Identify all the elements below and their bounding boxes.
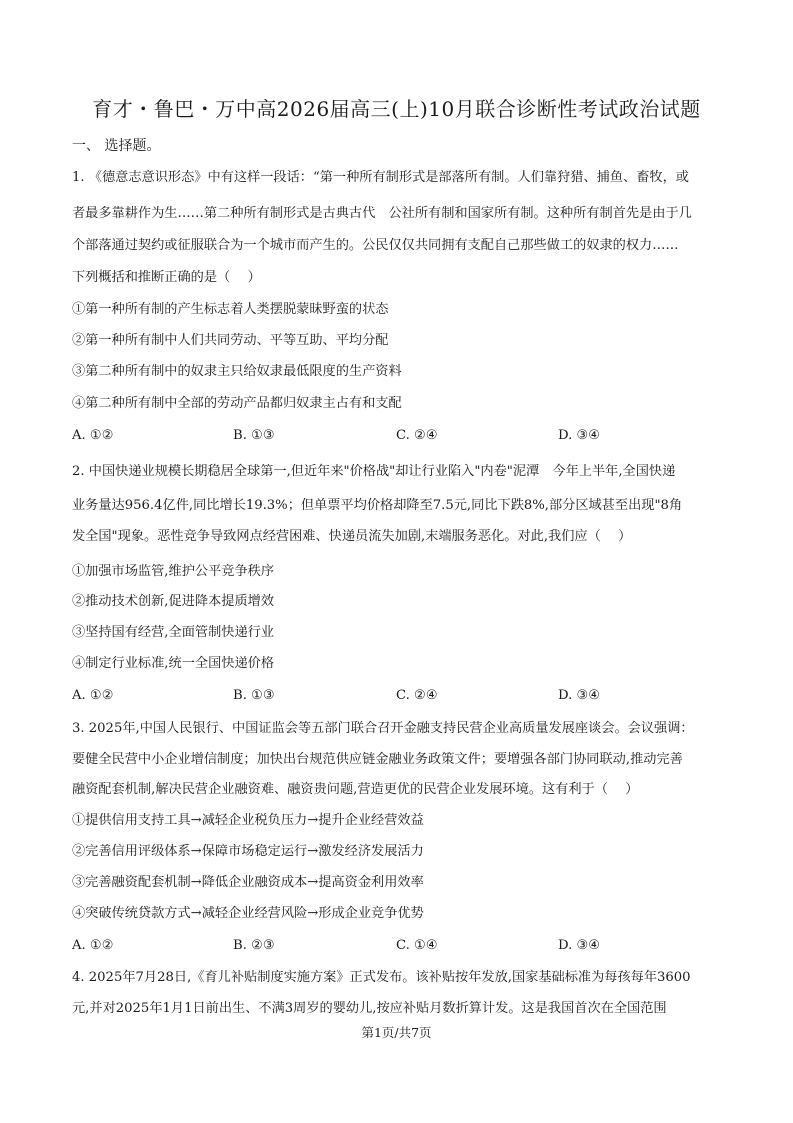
page-footer: 第1页/共7页 bbox=[361, 1025, 432, 1040]
q2-statement-4: ④制定行业标准,统一全国快递价格 bbox=[72, 656, 275, 671]
q1-statement-3: ③第二种所有制中的奴隶主只给奴隶最低限度的生产资料 bbox=[72, 364, 402, 379]
q3-stem-line-2: 要健全民营中小企业增信制度；加快出台规范供应链金融业务政策文件；要增强各部门协同联动,推动完善 bbox=[72, 752, 683, 767]
q1-stem-line-2: 者最多靠耕作为生……第二种所有制形式是古典古代 公社所有制和国家所有制。这种所有制首先是由于几 bbox=[72, 206, 692, 221]
q3-stem-line-3: 融资配套机制,解决民营企业融资难、融资贵问题,营造更优的民营企业发展环境。这有利于（ ） bbox=[72, 782, 639, 797]
q1-statement-2: ②第一种所有制中人们共同劳动、平等互助、平均分配 bbox=[72, 333, 389, 348]
section-heading: 一、 选择题。 bbox=[72, 138, 161, 154]
q1-option-c: C. ②④ bbox=[396, 428, 438, 443]
q3-stem-line-1: 3. 2025年,中国人民银行、中国证监会等五部门联合召开金融支持民营企业高质量发展座谈会。会议强调： bbox=[72, 721, 694, 736]
q3-option-c: C. ①④ bbox=[396, 938, 438, 953]
q3-statement-4: ④突破传统贷款方式→减轻企业经营风险→形成企业竞争优势 bbox=[72, 906, 424, 921]
q3-option-b: B. ②③ bbox=[233, 938, 275, 953]
q2-stem-line-3: 发全国"现象。恶性竞争导致网点经营困难、快递员流失加剧,末端服务恶化。对此,我们应（ ） bbox=[72, 529, 632, 544]
q3-option-d: D. ③④ bbox=[558, 938, 601, 953]
q1-statement-4: ④第二种所有制中全部的劳动产品都归奴隶主占有和支配 bbox=[72, 396, 402, 411]
q1-stem-line-1: 1. 《德意志意识形态》中有这样一段话：“第一种所有制形式是部落所有制。人们靠狩猎、捕鱼、畜牧，或 bbox=[72, 170, 689, 185]
q3-statement-3: ③完善融资配套机制→降低企业融资成本→提高资金利用效率 bbox=[72, 875, 424, 890]
q4-stem-line-2: 元,并对2025年1月1日前出生、不满3周岁的婴幼儿,按应补贴月数折算计发。这是我国首次在全国范围 bbox=[72, 1001, 667, 1016]
q2-statement-1: ①加强市场监管,维护公平竞争秩序 bbox=[72, 564, 275, 579]
q2-statement-2: ②推动技术创新,促进降本提质增效 bbox=[72, 594, 275, 609]
q3-statement-1: ①提供信用支持工具→减轻企业税负压力→提升企业经营效益 bbox=[72, 813, 424, 828]
q3-option-a: A. ①② bbox=[72, 938, 114, 953]
q3-statement-2: ②完善信用评级体系→保障市场稳定运行→激发经济发展活力 bbox=[72, 844, 424, 859]
q2-statement-3: ③坚持国有经营,全面管制快递行业 bbox=[72, 625, 275, 640]
q1-statement-1: ①第一种所有制的产生标志着人类摆脱蒙昧野蛮的状态 bbox=[72, 302, 389, 317]
q2-option-d: D. ③④ bbox=[558, 688, 601, 703]
q1-option-d: D. ③④ bbox=[558, 428, 601, 443]
q2-option-b: B. ①③ bbox=[233, 688, 275, 703]
q1-option-b: B. ①③ bbox=[233, 428, 275, 443]
q4-stem-line-1: 4. 2025年7月28日,《育儿补贴制度实施方案》正式发布。该补贴按年发放,国家基础标准为每孩每年3600 bbox=[72, 970, 691, 985]
q2-stem-line-1: 2. 中国快递业规模长期稳居全球第一,但近年来"价格战"却让行业陷入"内卷"泥潭 今年上半年,全国快递 bbox=[72, 464, 676, 479]
q1-stem-line-4: 下列概括和推断正确的是（ ） bbox=[72, 270, 261, 285]
q1-option-a: A. ①② bbox=[72, 428, 114, 443]
q2-option-c: C. ②④ bbox=[396, 688, 438, 703]
q1-stem-line-3: 个部落通过契约或征服联合为一个城市而产生的。公民仅仅共同拥有支配自己那些做工的奴隶的权力…… bbox=[72, 238, 679, 253]
exam-title: 育才・鲁巴・万中高2026届高三(上)10月联合诊断性考试政治试题 bbox=[92, 97, 701, 121]
q2-stem-line-2: 业务量达956.4亿件,同比增长19.3%；但单票平均价格却降至7.5元,同比下跌8%,部分区域甚至出现"8角 bbox=[72, 498, 683, 513]
q2-option-a: A. ①② bbox=[72, 688, 114, 703]
